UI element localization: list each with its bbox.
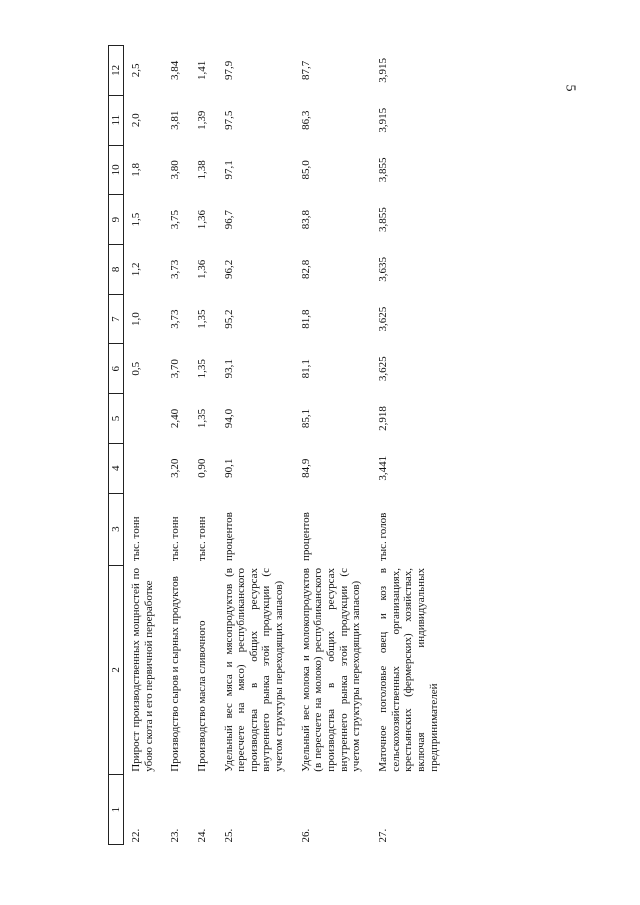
cell-value: 97,9	[222, 60, 235, 81]
cell-value: 3,73	[169, 309, 182, 329]
row-unit: тыс. тонн	[195, 516, 208, 562]
row-index: 22.	[130, 828, 142, 843]
row-description: Маточное поголовье овец и коз в сельскохозяйственных организациях, крестьянских (фермерских) хозяйствах, включая индивидуальных предпринимателей	[376, 568, 440, 772]
cell-value: 3,855	[376, 207, 389, 233]
cell-value: 1,39	[195, 110, 208, 130]
cell-value: 87,7	[299, 60, 312, 81]
cell-value: 3,635	[376, 256, 389, 282]
cell-value: 1,38	[195, 160, 208, 180]
cell-value: 0,90	[195, 458, 208, 478]
cell-value: 1,0	[130, 312, 142, 326]
cell-value: 1,35	[195, 309, 208, 329]
cell-value: 84,9	[299, 458, 312, 478]
cell-value: 1,36	[195, 210, 208, 230]
cell-value: 2,0	[130, 113, 142, 128]
table-row	[124, 46, 164, 845]
cell-value: 1,41	[195, 60, 208, 81]
column-header: 2	[109, 565, 124, 775]
row-description: Прирост производственных мощностей по убою скота и его первичной переработке	[130, 568, 155, 772]
row-unit: процентов	[222, 512, 235, 562]
cell-value: 3,855	[376, 157, 389, 183]
cell-value: 85,0	[299, 160, 312, 180]
column-header: 8	[109, 245, 124, 295]
cell-value: 94,0	[222, 408, 235, 429]
column-header: 9	[109, 195, 124, 245]
row-unit: тыс. голов	[376, 512, 389, 562]
cell-value: 2,918	[376, 406, 389, 431]
cell-value: 1,35	[195, 359, 208, 379]
cell-value: 1,35	[195, 408, 208, 429]
cell-value: 3,80	[169, 160, 182, 180]
cell-value: 3,441	[376, 455, 389, 481]
cell-value: 95,2	[222, 309, 235, 329]
row-unit: тыс. тонн	[169, 516, 182, 562]
cell-value: 97,5	[222, 110, 235, 130]
cell-value: 81,1	[299, 359, 312, 379]
row-index: 26.	[299, 828, 312, 843]
cell-value: 2,40	[169, 408, 182, 429]
table-wrapper	[108, 45, 548, 845]
indicators-table	[108, 45, 448, 845]
table-row	[190, 46, 217, 845]
column-header: 4	[109, 443, 124, 493]
cell-value: 3,81	[169, 110, 182, 130]
cell-value: 90,1	[222, 458, 235, 478]
header-row	[109, 46, 124, 845]
cell-value: 2,5	[130, 63, 142, 78]
cell-value: 3,625	[376, 356, 389, 382]
row-description: Удельный вес молока и молокопродуктов (в пересчете на молоко) республиканского производства в общих ресурсах внутреннего рынка этой продукции (с учетом структуры переходящих запасов)	[299, 568, 363, 772]
column-header: 1	[109, 775, 124, 845]
cell-value: 3,915	[376, 58, 389, 83]
cell-value: 3,625	[376, 306, 389, 332]
table-row	[163, 46, 190, 845]
row-description: Удельный вес мяса и мясопродуктов (в пересчете на мясо) республиканского производства в общих ресурсах внутреннего рынка этой продукции (с учетом структуры переходящих запасов)	[222, 568, 286, 772]
cell-value: 1,2	[130, 262, 142, 277]
column-header: 7	[109, 294, 124, 344]
page-number: 5	[562, 84, 578, 92]
row-unit: тыс. тонн	[130, 516, 142, 562]
row-index: 27.	[376, 828, 389, 843]
table-row	[294, 46, 371, 845]
cell-value: 1,36	[195, 259, 208, 279]
cell-value: 0,5	[130, 361, 142, 376]
cell-value	[124, 443, 164, 493]
row-unit: процентов	[299, 512, 312, 562]
column-header: 12	[109, 46, 124, 96]
cell-value: 3,75	[169, 210, 182, 230]
column-header: 6	[109, 344, 124, 394]
table-rotated-container	[108, 45, 548, 845]
table-row	[217, 46, 294, 845]
cell-value: 97,1	[222, 160, 235, 180]
cell-value: 81,8	[299, 309, 312, 329]
cell-value: 1,8	[130, 163, 142, 177]
cell-value: 86,3	[299, 110, 312, 130]
cell-value: 1,5	[130, 212, 142, 227]
column-header: 5	[109, 394, 124, 444]
cell-value: 96,7	[222, 210, 235, 230]
cell-value: 83,8	[299, 210, 312, 230]
column-header: 3	[109, 493, 124, 565]
cell-value: 3,915	[376, 107, 389, 133]
row-index: 23.	[169, 828, 182, 843]
cell-value: 85,1	[299, 408, 312, 429]
cell-value	[124, 394, 164, 444]
cell-value: 93,1	[222, 359, 235, 379]
cell-value: 96,2	[222, 259, 235, 279]
cell-value: 3,70	[169, 359, 182, 379]
row-description: Производство сыров и сырных продуктов	[169, 576, 182, 772]
row-index: 24.	[195, 828, 208, 843]
cell-value: 3,73	[169, 259, 182, 279]
cell-value: 3,84	[169, 60, 182, 81]
column-header: 11	[109, 95, 124, 145]
column-header: 10	[109, 145, 124, 195]
row-description: Производство масла сливочного	[195, 620, 208, 772]
table-row	[371, 46, 448, 845]
cell-value: 82,8	[299, 259, 312, 279]
cell-value: 3,20	[169, 458, 182, 478]
row-index: 25.	[222, 828, 235, 843]
